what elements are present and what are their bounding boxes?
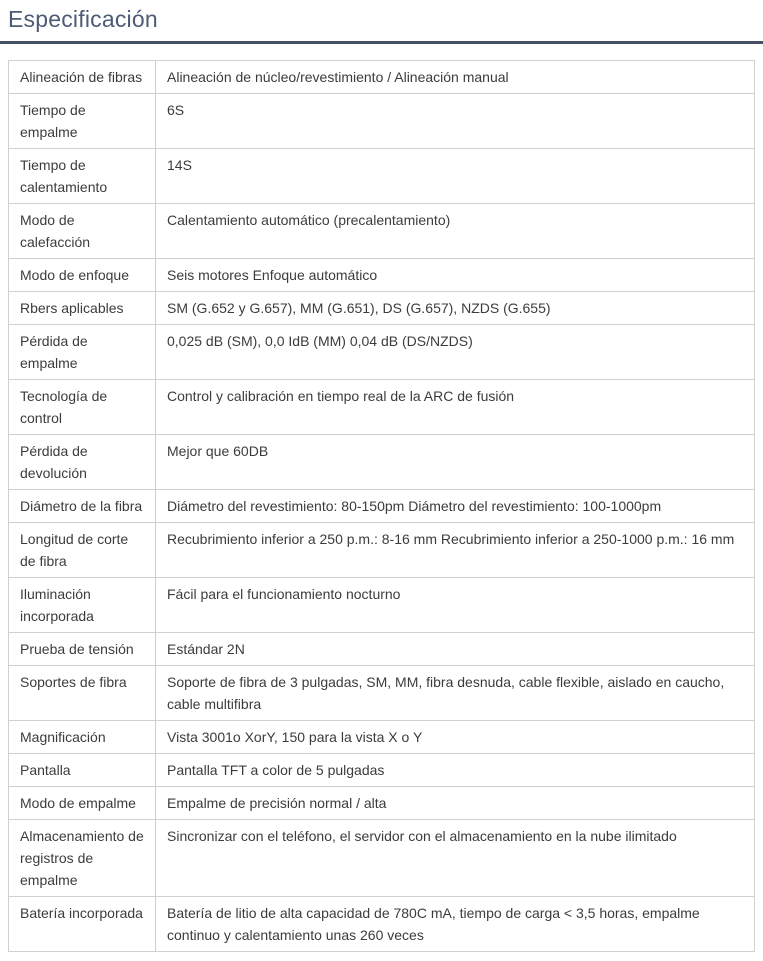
table-row bbox=[9, 578, 755, 633]
table-row bbox=[9, 666, 755, 721]
spec-label: Diámetro de la fibra bbox=[9, 490, 156, 523]
spec-label: Modo de empalme bbox=[9, 787, 156, 820]
spec-value: Sincronizar con el teléfono, el servidor con el almacenamiento en la nube ilimitado bbox=[156, 820, 755, 897]
spec-value: 0,025 dB (SM), 0,0 IdB (MM) 0,04 dB (DS/NZDS) bbox=[156, 325, 755, 380]
spec-value: Calentamiento automático (precalentamiento) bbox=[156, 204, 755, 259]
spec-table-container bbox=[0, 44, 763, 958]
spec-label: Alineación de fibras bbox=[9, 61, 156, 94]
spec-value: Alineación de núcleo/revestimiento / Alineación manual bbox=[156, 61, 755, 94]
table-row bbox=[9, 820, 755, 897]
table-row bbox=[9, 94, 755, 149]
spec-label: Magnificación bbox=[9, 721, 156, 754]
spec-value: Diámetro del revestimiento: 80-150pm Diámetro del revestimiento: 100-1000pm bbox=[156, 490, 755, 523]
spec-label: Batería incorporada bbox=[9, 897, 156, 952]
spec-label: Tiempo de empalme bbox=[9, 94, 156, 149]
spec-label: Modo de enfoque bbox=[9, 259, 156, 292]
spec-value: Seis motores Enfoque automático bbox=[156, 259, 755, 292]
spec-value: Empalme de precisión normal / alta bbox=[156, 787, 755, 820]
table-row bbox=[9, 61, 755, 94]
spec-value: Soporte de fibra de 3 pulgadas, SM, MM, fibra desnuda, cable flexible, aislado en caucho, cable multifibra bbox=[156, 666, 755, 721]
spec-value: Control y calibración en tiempo real de la ARC de fusión bbox=[156, 380, 755, 435]
spec-label: Tecnología de control bbox=[9, 380, 156, 435]
spec-table-body bbox=[9, 61, 755, 952]
table-row bbox=[9, 633, 755, 666]
table-row bbox=[9, 523, 755, 578]
spec-label: Almacenamiento de registros de empalme bbox=[9, 820, 156, 897]
table-row bbox=[9, 259, 755, 292]
table-row bbox=[9, 435, 755, 490]
spec-label: Tiempo de calentamiento bbox=[9, 149, 156, 204]
spec-label: Rbers aplicables bbox=[9, 292, 156, 325]
spec-table bbox=[8, 60, 755, 952]
table-row bbox=[9, 754, 755, 787]
spec-label: Soportes de fibra bbox=[9, 666, 156, 721]
spec-value: Vista 3001o XorY, 150 para la vista X o Y bbox=[156, 721, 755, 754]
table-row bbox=[9, 897, 755, 952]
spec-label: Pérdida de empalme bbox=[9, 325, 156, 380]
spec-value: Recubrimiento inferior a 250 p.m.: 8-16 mm Recubrimiento inferior a 250-1000 p.m.: 16 mm bbox=[156, 523, 755, 578]
spec-label: Iluminación incorporada bbox=[9, 578, 156, 633]
table-row bbox=[9, 204, 755, 259]
table-row bbox=[9, 325, 755, 380]
table-row bbox=[9, 721, 755, 754]
page-title: Especificación bbox=[8, 6, 158, 32]
table-row bbox=[9, 149, 755, 204]
section-header bbox=[0, 0, 763, 41]
spec-label: Pérdida de devolución bbox=[9, 435, 156, 490]
spec-value: SM (G.652 y G.657), MM (G.651), DS (G.657), NZDS (G.655) bbox=[156, 292, 755, 325]
spec-value: 14S bbox=[156, 149, 755, 204]
table-row bbox=[9, 787, 755, 820]
spec-value: Mejor que 60DB bbox=[156, 435, 755, 490]
spec-value: Fácil para el funcionamiento nocturno bbox=[156, 578, 755, 633]
spec-label: Prueba de tensión bbox=[9, 633, 156, 666]
spec-value: 6S bbox=[156, 94, 755, 149]
spec-value: Pantalla TFT a color de 5 pulgadas bbox=[156, 754, 755, 787]
table-row bbox=[9, 490, 755, 523]
table-row bbox=[9, 380, 755, 435]
spec-label: Modo de calefacción bbox=[9, 204, 156, 259]
spec-label: Longitud de corte de fibra bbox=[9, 523, 156, 578]
table-row bbox=[9, 292, 755, 325]
spec-value: Estándar 2N bbox=[156, 633, 755, 666]
spec-value: Batería de litio de alta capacidad de 780C mA, tiempo de carga < 3,5 horas, empalme continuo y calentamiento unas 260 veces bbox=[156, 897, 755, 952]
spec-label: Pantalla bbox=[9, 754, 156, 787]
